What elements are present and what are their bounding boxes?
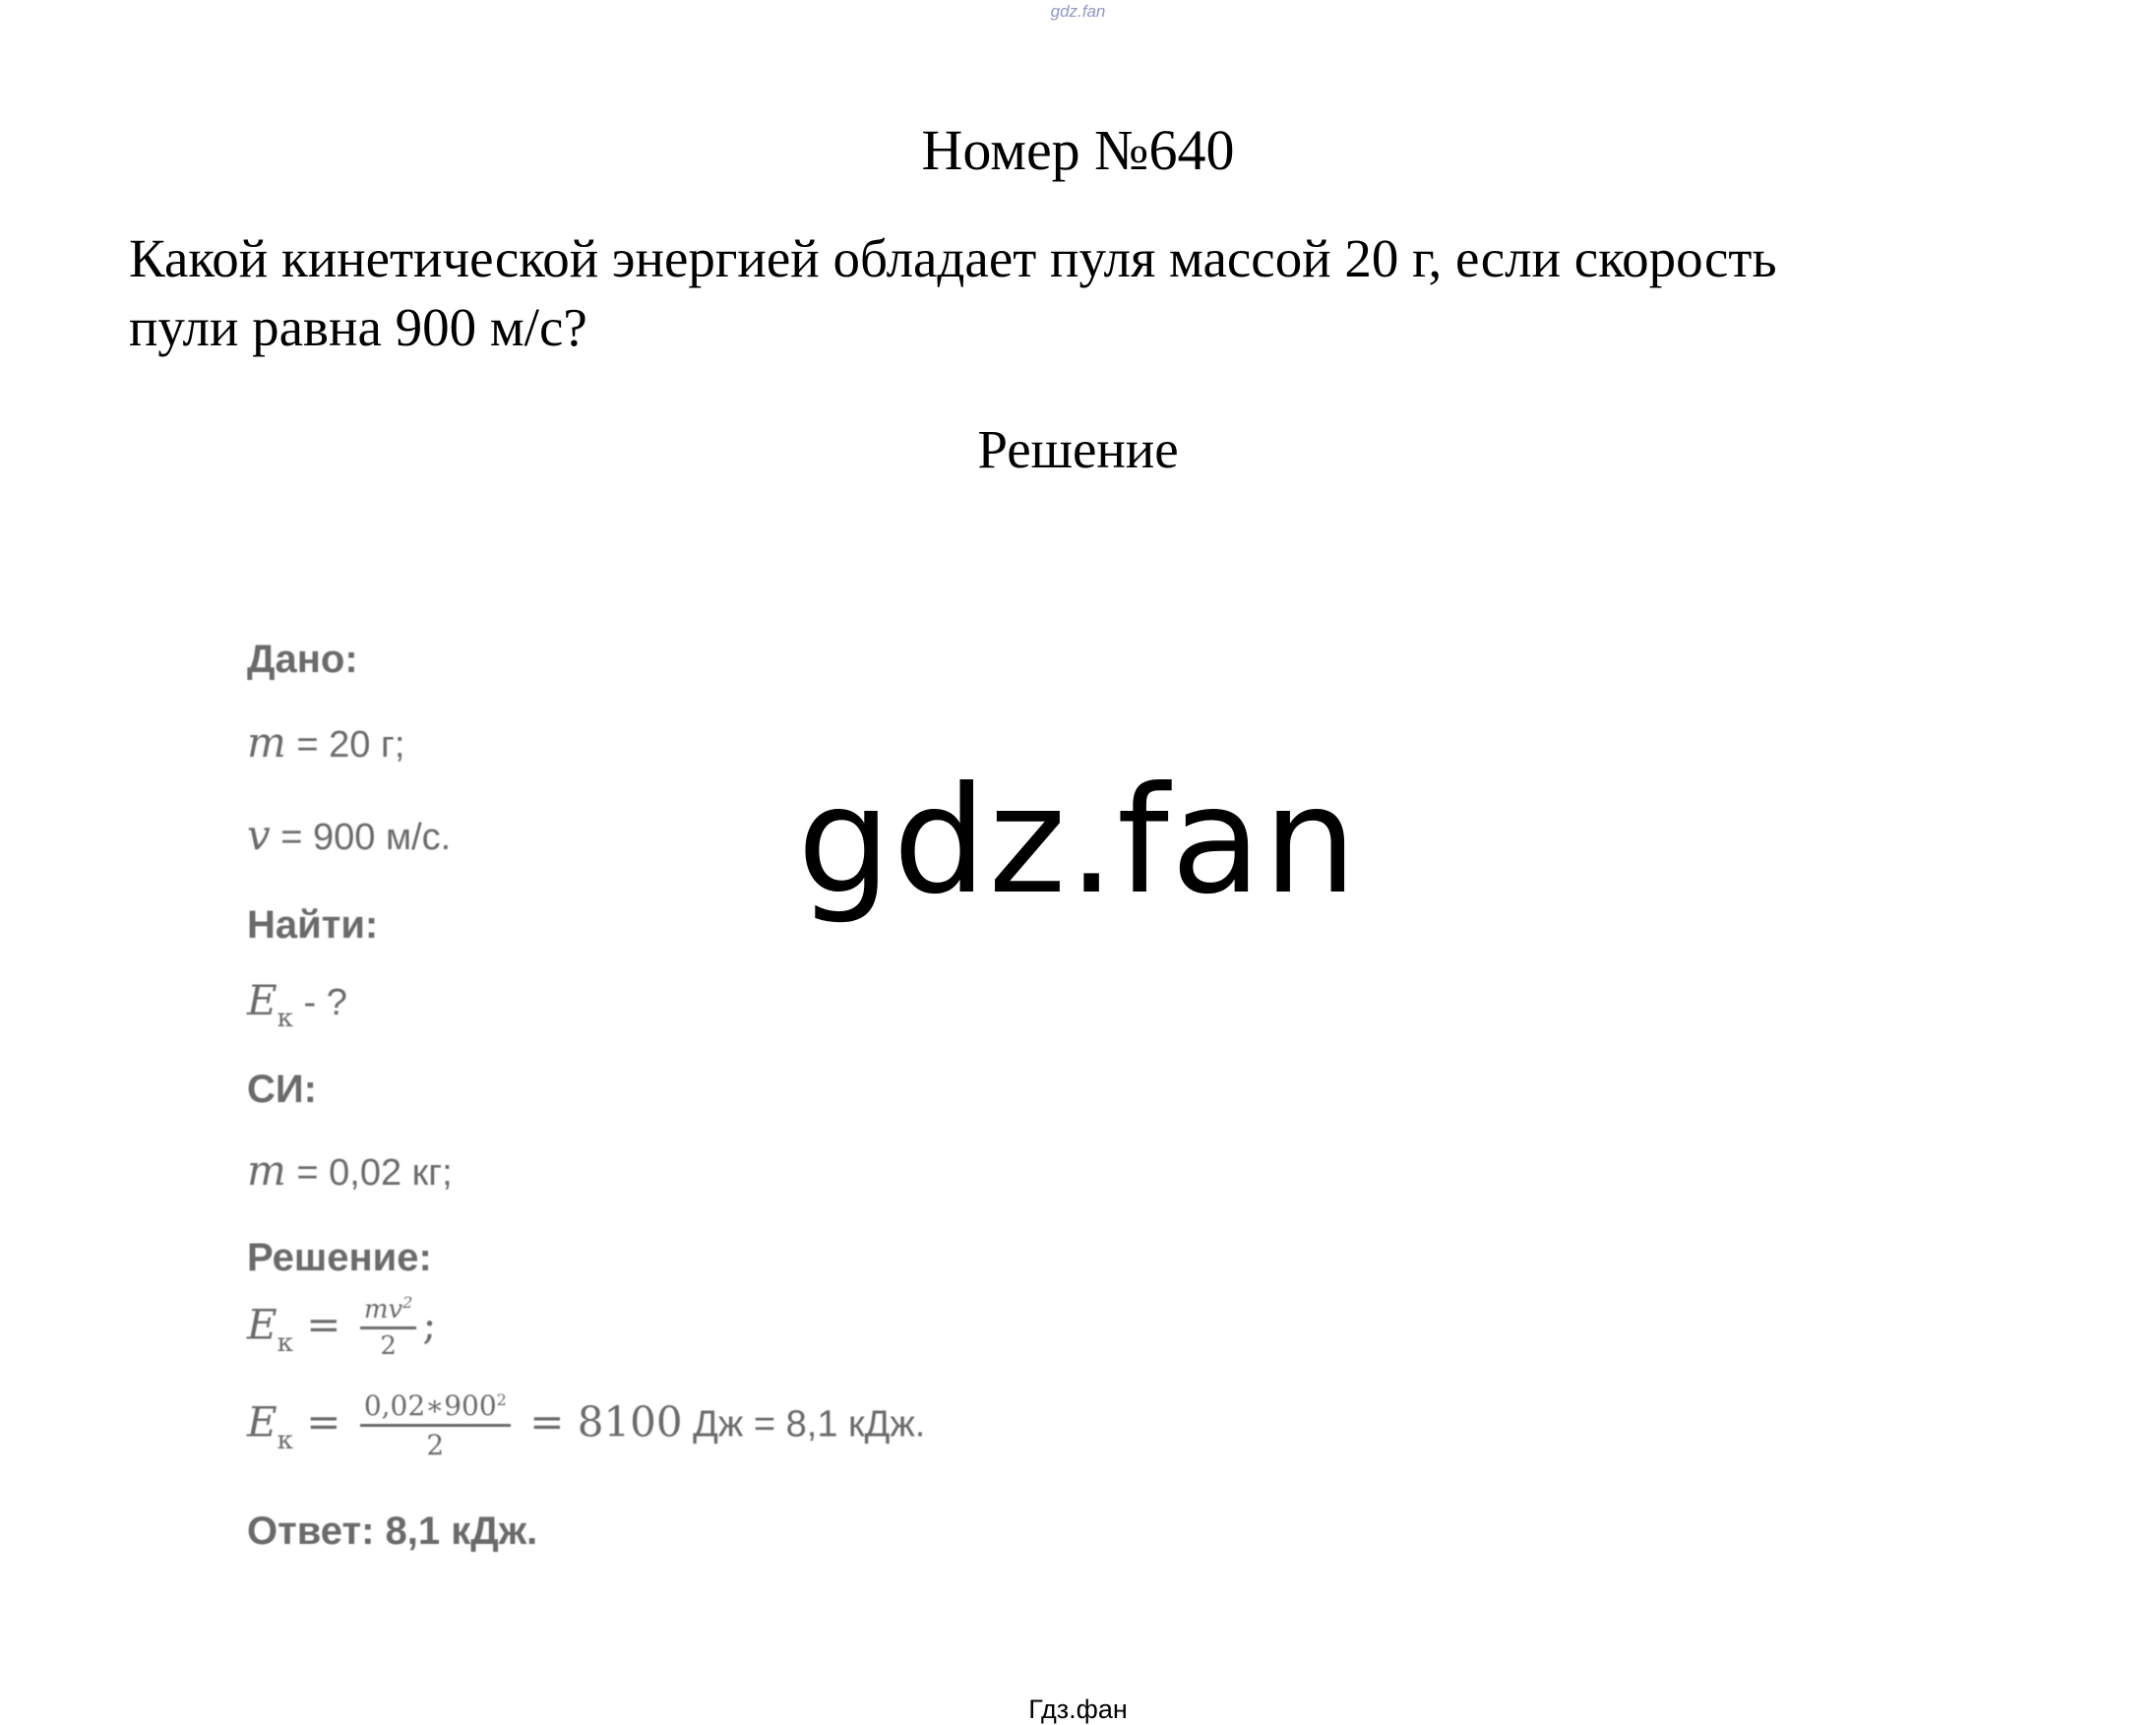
formula2-unit: Дж = 8,1 кДж. xyxy=(682,1403,926,1446)
solution-label: Решение: xyxy=(247,1236,432,1279)
find-sub: к xyxy=(277,1004,293,1033)
formula2-var: E xyxy=(247,1397,277,1447)
given-velocity-var: v xyxy=(247,811,271,859)
formula2-numerator: $0,02∗900^2$ xyxy=(360,1389,511,1427)
top-watermark: gdz.fan xyxy=(1050,2,1106,21)
given-label: Дано: xyxy=(247,638,358,681)
formula2-fraction xyxy=(360,1389,511,1461)
problem-line-2: пули равна 900 м/с? xyxy=(129,297,587,357)
given-mass-var: m xyxy=(247,718,286,767)
find-quantity xyxy=(247,976,347,1033)
given-velocity-value: = 900 м/с. xyxy=(270,817,452,858)
center-watermark: gdz.fan xyxy=(797,756,1359,927)
find-label: Найти: xyxy=(247,903,379,947)
formula1-var: E xyxy=(247,1300,277,1349)
formula2-eq: = xyxy=(292,1397,354,1447)
footer-text: Гдз.фан xyxy=(1028,1694,1128,1724)
formula1-numerator: $mv^2$ xyxy=(360,1295,417,1329)
formula-calculation xyxy=(247,1389,925,1461)
formula2-result: = 8100 xyxy=(516,1397,683,1447)
find-var: E xyxy=(247,976,277,1024)
given-mass-value: = 20 г; xyxy=(285,724,405,766)
solution-heading: Решение xyxy=(977,419,1179,479)
formula1-eq: = xyxy=(292,1300,354,1349)
si-mass-value: = 0,02 кг; xyxy=(285,1152,453,1194)
si-mass-var: m xyxy=(247,1146,286,1195)
answer: Ответ: 8,1 кДж. xyxy=(247,1509,538,1553)
formula1-fraction xyxy=(360,1295,417,1361)
formula1-sub: к xyxy=(277,1327,293,1358)
formula1-end: ; xyxy=(422,1300,437,1349)
formula-kinetic-energy xyxy=(247,1295,437,1361)
find-rest: - ? xyxy=(292,982,347,1023)
si-label: СИ: xyxy=(247,1068,317,1111)
si-mass xyxy=(247,1146,453,1195)
problem-statement xyxy=(129,224,2058,362)
formula2-sub: к xyxy=(277,1425,293,1455)
page-title: Номер №640 xyxy=(921,118,1235,182)
formula1-denominator: 2 xyxy=(380,1331,397,1361)
problem-line-1: Какой кинетической энергией обладает пуля массой 20 г, если скорость xyxy=(129,228,1777,288)
formula2-denominator: 2 xyxy=(426,1429,445,1461)
